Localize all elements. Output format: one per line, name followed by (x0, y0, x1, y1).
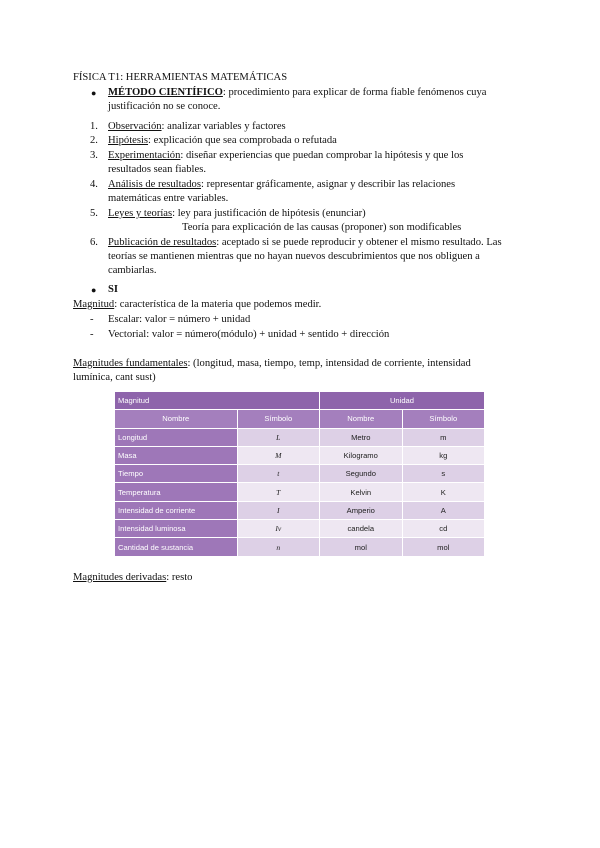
magnitud-text: : característica de la materia que podemos medir. (114, 299, 322, 310)
magnitud-vectorial: Vectorial: valor = número(módulo) + unidad + sentido + dirección (108, 329, 390, 340)
row-unit-symbol: mol (402, 538, 484, 556)
metodo-line (108, 86, 486, 100)
magnitud-escalar: Escalar: valor = número + unidad (108, 314, 251, 325)
step-label: Análisis de resultados (108, 179, 201, 190)
table-row (115, 501, 485, 519)
step-hipotesis (108, 134, 337, 148)
step-number: 1. (90, 121, 98, 132)
step-number: 5. (90, 208, 98, 219)
step-number: 3. (90, 150, 98, 161)
subheader-nombre-unidad: Nombre (319, 410, 402, 428)
fundamentales-text-2: lumínica, cant sust) (73, 372, 156, 383)
magnitud-label: Magnitud (73, 299, 115, 310)
derivadas-label: Magnitudes derivadas (73, 572, 167, 583)
step-text: : diseñar experiencias que puedan comprobar la hipótesis y que los (180, 150, 464, 161)
row-name: Intensidad de corriente (115, 501, 238, 519)
step-text-cont: Teoría para explicación de las causas (proponer) son modificables (182, 222, 462, 233)
row-name: Temperatura (115, 483, 238, 501)
subheader-nombre: Nombre (115, 410, 238, 428)
step-label: Experimentación (108, 150, 181, 161)
row-unit-symbol: s (402, 465, 484, 483)
step-number: 4. (90, 179, 98, 190)
row-symbol: L (237, 428, 319, 446)
row-unit: Metro (319, 428, 402, 446)
subheader-simbolo-unidad: Símbolo (402, 410, 484, 428)
table-row (115, 520, 485, 538)
step-text: : ley para justificación de hipótesis (enunciar) (172, 208, 366, 219)
row-name: Masa (115, 446, 238, 464)
row-symbol: I (237, 501, 319, 519)
step-text: : explicación que sea comprobada o refutada (148, 135, 337, 146)
bullet-dot: ● (91, 88, 97, 98)
step-number: 2. (90, 135, 98, 146)
step-leyes (108, 207, 366, 221)
row-name: Cantidad de sustancia (115, 538, 238, 556)
row-symbol: t (237, 465, 319, 483)
step-text-cont: resultados sean fiables. (108, 164, 206, 175)
page-title: FÍSICA T1: HERRAMIENTAS MATEMÁTICAS (73, 72, 288, 83)
row-unit: candela (319, 520, 402, 538)
table-header-row (115, 392, 485, 410)
metodo-text-1: : procedimiento para explicar de forma fiable fenómenos cuya (222, 87, 487, 98)
metodo-text-2: justificación no se conoce. (108, 101, 221, 112)
row-unit: Segundo (319, 465, 402, 483)
metodo-label: MÉTODO CIENTÍFICO (108, 87, 223, 98)
step-text: : aceptado si se puede reproducir y obtener el mismo resultado. Las (216, 237, 502, 248)
row-symbol: Iv (237, 520, 319, 538)
step-label: Hipótesis (108, 135, 149, 146)
fundamentales-label: Magnitudes fundamentales (73, 358, 188, 369)
fundamentales-text-1: : (longitud, masa, tiempo, temp, intensidad de corriente, intensidad (187, 358, 471, 369)
table-row (115, 446, 485, 464)
header-magnitud: Magnitud (115, 392, 320, 410)
fundamentales-line (73, 357, 471, 371)
step-number: 6. (90, 237, 98, 248)
table-row (115, 483, 485, 501)
derivadas-text: : resto (166, 572, 193, 583)
row-name: Longitud (115, 428, 238, 446)
row-unit-symbol: kg (402, 446, 484, 464)
dash-marker: - (90, 314, 94, 325)
row-unit: Amperio (319, 501, 402, 519)
magnitud-line (73, 298, 321, 312)
subheader-simbolo: Símbolo (237, 410, 319, 428)
table-subheader-row (115, 410, 485, 428)
row-name: Intensidad luminosa (115, 520, 238, 538)
table-row (115, 428, 485, 446)
step-text-cont: matemáticas entre variables. (108, 193, 229, 204)
step-text: : representar gráficamente, asignar y describir las relaciones (200, 179, 456, 190)
step-text-cont: cambiarlas. (108, 265, 157, 276)
table-row (115, 538, 485, 556)
row-unit: Kelvin (319, 483, 402, 501)
step-publicacion (108, 236, 502, 250)
row-unit-symbol: cd (402, 520, 484, 538)
row-symbol: n (237, 538, 319, 556)
header-unidad: Unidad (319, 392, 484, 410)
step-analisis (108, 178, 455, 192)
bullet-dot: ● (91, 285, 97, 295)
derivadas-line (73, 571, 192, 585)
step-experimentacion (108, 149, 463, 163)
row-unit-symbol: K (402, 483, 484, 501)
magnitudes-table (114, 391, 485, 557)
row-unit: mol (319, 538, 402, 556)
row-name: Tiempo (115, 465, 238, 483)
table-row (115, 465, 485, 483)
step-label: Observación (108, 121, 162, 132)
step-text-cont: teorías se mantienen mientras que no hayan nuevos descubrimientos que nos obliguen a (108, 251, 480, 262)
row-symbol: T (237, 483, 319, 501)
step-label: Leyes y teorías (108, 208, 173, 219)
dash-marker: - (90, 329, 94, 340)
step-text: : analizar variables y factores (161, 121, 286, 132)
step-label: Publicación de resultados (108, 237, 217, 248)
row-unit-symbol: m (402, 428, 484, 446)
row-symbol: M (237, 446, 319, 464)
step-observacion (108, 120, 286, 134)
row-unit: Kilogramo (319, 446, 402, 464)
si-heading: SI (108, 284, 119, 295)
row-unit-symbol: A (402, 501, 484, 519)
